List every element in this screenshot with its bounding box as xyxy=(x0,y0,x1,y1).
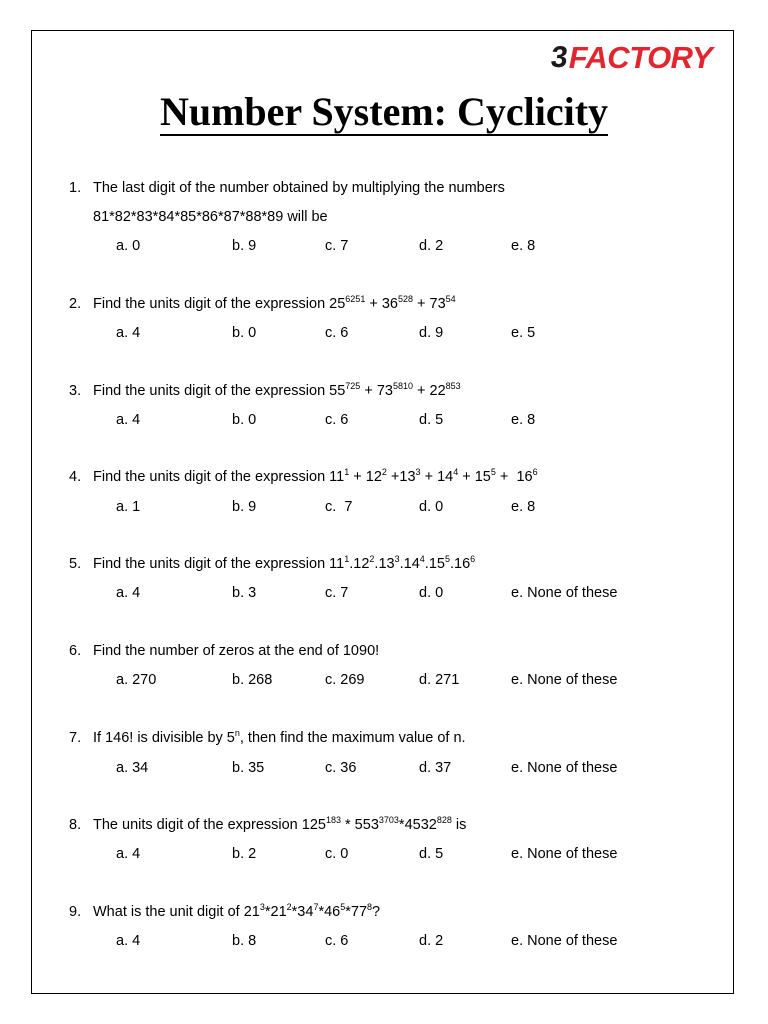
option-e: e. None of these xyxy=(511,760,618,776)
question-number: 3. xyxy=(69,383,82,399)
option-a: a. 4 xyxy=(116,412,141,428)
option-b: b. 0 xyxy=(232,412,257,428)
question-8 xyxy=(69,815,466,835)
question-3-options xyxy=(116,410,716,430)
option-d: d. 2 xyxy=(419,933,444,949)
question-number: 7. xyxy=(69,730,82,746)
option-b: b. 268 xyxy=(232,672,273,688)
page-title-text: Number System: Cyclicity xyxy=(159,89,609,134)
logo-mark: 3 xyxy=(549,41,569,74)
question-7 xyxy=(69,728,466,748)
question-number: 9. xyxy=(69,904,82,920)
option-c: c. 0 xyxy=(325,846,349,862)
question-1-options xyxy=(116,236,716,256)
question-5-options xyxy=(116,583,716,603)
question-text: The last digit of the number obtained by multiplying the numbers xyxy=(93,180,505,196)
option-e: e. None of these xyxy=(511,585,618,601)
question-4-options xyxy=(116,497,716,517)
question-number: 5. xyxy=(69,556,82,572)
option-a: a. 0 xyxy=(116,238,141,254)
option-a: a. 1 xyxy=(116,499,141,515)
option-a: a. 34 xyxy=(116,760,149,776)
option-e: e. 5 xyxy=(511,325,536,341)
option-e: e. 8 xyxy=(511,499,536,515)
question-4 xyxy=(69,467,538,487)
option-d: d. 37 xyxy=(419,760,452,776)
question-2 xyxy=(69,294,456,314)
option-d: d. 5 xyxy=(419,412,444,428)
option-d: d. 0 xyxy=(419,585,444,601)
option-e: e. 8 xyxy=(511,412,536,428)
option-c: c. 36 xyxy=(325,760,357,776)
question-text: The units digit of the expression $125^{183} * 553^{3703}*4532^{828}$ is xyxy=(93,815,467,833)
question-8-options xyxy=(116,844,716,864)
question-7-options xyxy=(116,758,716,778)
question-number: 1. xyxy=(69,180,82,196)
question-1 xyxy=(69,178,505,198)
option-a: a. 4 xyxy=(116,325,141,341)
question-9 xyxy=(69,902,380,922)
logo-word: FACTORY xyxy=(568,40,713,75)
option-a: a. 270 xyxy=(116,672,157,688)
question-6-options xyxy=(116,670,716,690)
question-2-options xyxy=(116,323,716,343)
page-title xyxy=(0,88,768,135)
question-9-options xyxy=(116,931,716,951)
question-text: Find the units digit of the expression $11^1.12^2.13^3.14^4.15^5.16^6$ xyxy=(93,554,476,572)
option-e: e. None of these xyxy=(511,933,618,949)
question-text: Find the units digit of the expression $55^{725} + 73^{5810} + 22^{853}$ xyxy=(93,381,461,399)
question-text: What is the unit digit of $21^3*21^2*34^7*46^5*77^8$? xyxy=(93,902,381,920)
option-a: a. 4 xyxy=(116,585,141,601)
question-number: 8. xyxy=(69,817,82,833)
question-text: Find the number of zeros at the end of 1090! xyxy=(93,643,380,659)
question-number: 4. xyxy=(69,469,82,485)
question-text: If 146! is divisible by 5$^n$, then find the maximum value of n. xyxy=(93,728,466,746)
option-d: d. 5 xyxy=(419,846,444,862)
option-a: a. 4 xyxy=(116,846,141,862)
question-3 xyxy=(69,381,461,401)
option-c: c. 6 xyxy=(325,412,349,428)
option-d: d. 9 xyxy=(419,325,444,341)
option-c: c. 6 xyxy=(325,325,349,341)
option-d: d. 271 xyxy=(419,672,460,688)
option-d: d. 0 xyxy=(419,499,444,515)
option-d: d. 2 xyxy=(419,238,444,254)
question-5 xyxy=(69,554,475,574)
option-b: b. 35 xyxy=(232,760,265,776)
option-c: c. 269 xyxy=(325,672,365,688)
option-b: b. 2 xyxy=(232,846,257,862)
question-number: 6. xyxy=(69,643,82,659)
question-text: Find the units digit of the expression $25^{6251} + 36^{528} + 73^{54}$ xyxy=(93,294,456,312)
option-e: e. None of these xyxy=(511,672,618,688)
option-b: b. 8 xyxy=(232,933,257,949)
option-c: c. 7 xyxy=(325,499,353,515)
option-a: a. 4 xyxy=(116,933,141,949)
option-c: c. 7 xyxy=(325,238,349,254)
question-number: 2. xyxy=(69,296,82,312)
option-b: b. 9 xyxy=(232,238,257,254)
question-text: Find the units digit of the expression $11^1 + 12^2 +13^3 + 14^4 + 15^5 + 16^6$ xyxy=(93,467,538,485)
option-b: b. 9 xyxy=(232,499,257,515)
option-c: c. 6 xyxy=(325,933,349,949)
option-b: b. 0 xyxy=(232,325,257,341)
option-e: e. None of these xyxy=(511,846,618,862)
option-c: c. 7 xyxy=(325,585,349,601)
option-b: b. 3 xyxy=(232,585,257,601)
question-6 xyxy=(69,641,379,661)
option-e: e. 8 xyxy=(511,238,536,254)
question-1-line-2: 81*82*83*84*85*86*87*88*89 will be xyxy=(93,209,328,225)
brand-logo xyxy=(551,38,712,78)
